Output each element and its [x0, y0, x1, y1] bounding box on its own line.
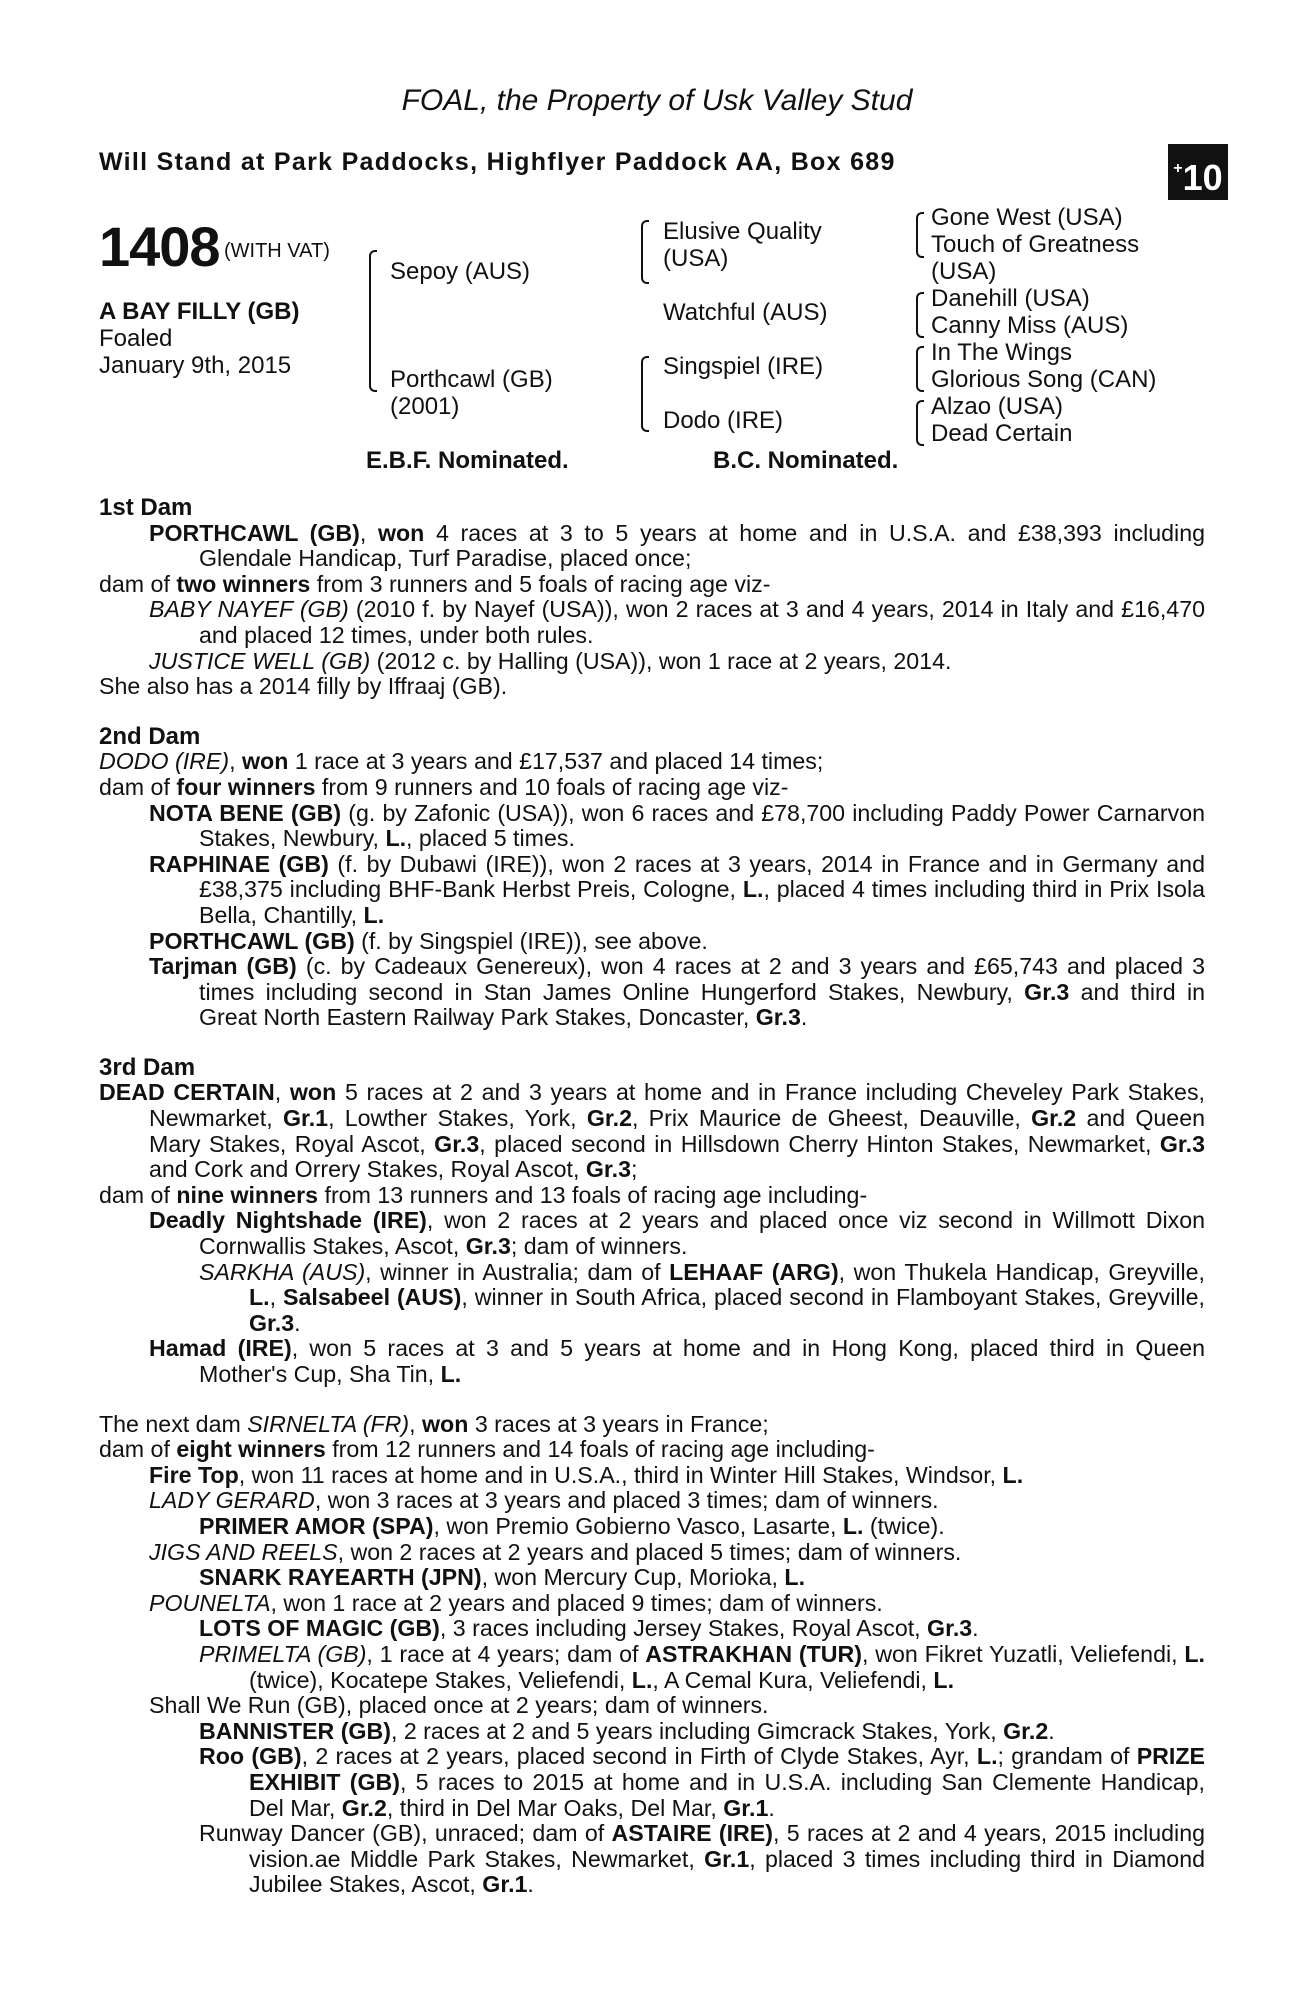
first-dam-note: She also has a 2014 filly by Iffraaj (GB).: [99, 673, 508, 700]
pedigree-ddd: Dead Certain: [931, 420, 1073, 447]
pedigree-sds: Danehill (USA): [931, 285, 1090, 312]
pedigree-brace-dd: [916, 400, 924, 446]
stand-location: Will Stand at Park Paddocks, Highflyer Paddock AA, Box 689: [99, 148, 896, 176]
foaled-label: Foaled: [99, 325, 173, 352]
pedigree-dss: In The Wings: [931, 339, 1072, 366]
pedigree-ssd-country: (USA): [931, 258, 997, 285]
pedigree-brace-ss: [916, 212, 924, 258]
next-dam-produce: dam of eight winners from 12 runners and 14 foals of racing age including-: [99, 1436, 875, 1463]
catalogue-body: [99, 495, 1205, 1898]
pedigree-dam-year: (2001): [390, 393, 460, 420]
ebf-nominated: E.B.F. Nominated.: [366, 447, 569, 474]
third-dam-record: DEAD CERTAIN, won 5 races at 2 and 3 years at home and in France including Cheveley Park Stakes, Newmarket, Gr.1, Lowther Stakes, York, Gr.2, Prix Maurice de Gheest, Deauville, Gr.2 and Queen Mary Stakes, Royal Ascot, Gr.3, placed second in Hillsdown Cherry Hinton Stakes, Newmarket, Gr.3 and Cork and Orrery Stakes, Royal Ascot, Gr.3;: [99, 1079, 1206, 1183]
pedigree-sire-dam: Watchful (AUS): [663, 299, 828, 326]
badge-plus: +: [1173, 160, 1183, 177]
list-item: Roo (GB), 2 races at 2 years, placed second in Firth of Clyde Stakes, Ayr, L.; grandam of PRIZE EXHIBIT (GB), 5 races to 2015 at home and in U.S.A. including San Clemente Handicap, Del Mar, Gr.2, third in Del Mar Oaks, Del Mar, Gr.1.: [199, 1743, 1206, 1821]
pedigree-dsd: Glorious Song (CAN): [931, 366, 1157, 393]
list-item: JUSTICE WELL (GB) (2012 c. by Halling (USA)), won 1 race at 2 years, 2014.: [149, 647, 952, 674]
pedigree-brace-main: [369, 250, 377, 392]
list-item: SARKHA (AUS), winner in Australia; dam of LEHAAF (ARG), won Thukela Handicap, Greyville, L., Salsabeel (AUS), winner in South Africa, placed second in Flamboyant Stakes, Greyville, Gr.3.: [199, 1258, 1205, 1336]
list-item: Deadly Nightshade (IRE), won 2 races at 2 years and placed once viz second in Willmott Dixon Cornwallis Stakes, Ascot, Gr.3; dam of winners.: [149, 1207, 1206, 1260]
pedigree-dds: Alzao (USA): [931, 393, 1064, 420]
list-item: JIGS AND REELS, won 2 races at 2 years and placed 5 times; dam of winners.: [149, 1538, 962, 1565]
next-dam-record: The next dam SIRNELTA (FR), won 3 races at 3 years in France;: [99, 1410, 769, 1437]
pedigree-sire: Sepoy (AUS): [390, 258, 531, 285]
list-item: Tarjman (GB) (c. by Cadeaux Genereux), won 4 races at 2 and 3 years and £65,743 and placed 3 times including second in Stan James Online Hungerford Stakes, Newbury, Gr.3 and third in Great North Eastern Railway Park Stakes, Doncaster, Gr.3.: [149, 953, 1205, 1031]
pedigree-dam-sire: Singspiel (IRE): [663, 353, 824, 380]
third-dam-heading: 3rd Dam: [99, 1053, 196, 1081]
pedigree-sire-sire-country: (USA): [663, 245, 729, 272]
lot-badge: [1168, 144, 1228, 200]
pedigree-sss: Gone West (USA): [931, 204, 1123, 231]
pedigree-brace-sd: [916, 292, 924, 338]
list-item: SNARK RAYEARTH (JPN), won Mercury Cup, Morioka, L.: [199, 1564, 806, 1591]
third-dam-produce: dam of nine winners from 13 runners and 13 foals of racing age including-: [99, 1181, 868, 1208]
list-item: LADY GERARD, won 3 races at 3 years and placed 3 times; dam of winners.: [149, 1487, 939, 1514]
first-dam-record: PORTHCAWL (GB), won 4 races at 3 to 5 years at home and in U.S.A. and £38,393 including Glendale Handicap, Turf Paradise, placed once;: [149, 519, 1205, 572]
list-item: BABY NAYEF (GB) (2010 f. by Nayef (USA)), won 2 races at 3 and 4 years, 2014 in Italy and £16,470 and placed 12 times, under both rules.: [149, 596, 1205, 648]
second-dam-produce: dam of four winners from 9 runners and 10 foals of racing age viz-: [99, 773, 789, 800]
pedigree-ssd: Touch of Greatness: [931, 231, 1140, 258]
pedigree-dam: Porthcawl (GB): [390, 366, 553, 393]
list-item: Runway Dancer (GB), unraced; dam of ASTAIRE (IRE), 5 races at 2 and 4 years, 2015 including vision.ae Middle Park Stakes, Newmarket, Gr.1, placed 3 times including third in Diamond Jubilee Stakes, Ascot, Gr.1.: [199, 1820, 1205, 1898]
list-item: LOTS OF MAGIC (GB), 3 races including Jersey Stakes, Royal Ascot, Gr.3.: [199, 1615, 979, 1642]
list-item: BANNISTER (GB), 2 races at 2 and 5 years including Gimcrack Stakes, York, Gr.2.: [199, 1717, 1055, 1744]
page-title: FOAL, the Property of Usk Valley Stud: [401, 84, 913, 117]
pedigree-sdd: Canny Miss (AUS): [931, 312, 1129, 339]
badge-number: 10: [1182, 157, 1223, 198]
list-item: Shall We Run (GB), placed once at 2 years; dam of winners.: [149, 1692, 769, 1719]
pedigree-dam-dam: Dodo (IRE): [663, 407, 784, 434]
lot-description: A BAY FILLY (GB): [99, 298, 300, 325]
first-dam-produce: dam of two winners from 3 runners and 5 foals of racing age viz-: [99, 570, 771, 597]
list-item: PORTHCAWL (GB) (f. by Singspiel (IRE)), see above.: [149, 927, 708, 954]
list-item: POUNELTA, won 1 race at 2 years and placed 9 times; dam of winners.: [149, 1589, 883, 1616]
first-dam-heading: 1st Dam: [99, 494, 193, 521]
list-item: RAPHINAE (GB) (f. by Dubawi (IRE)), won 2 races at 3 years, 2014 in France and in Germany and £38,375 including BHF-Bank Herbst Preis, Cologne, L., placed 4 times including third in Prix Isola Bella, Chantilly, L.: [149, 850, 1205, 928]
pedigree-brace-dam: [641, 356, 649, 432]
pedigree-sire-sire: Elusive Quality: [663, 218, 822, 245]
bc-nominated: B.C. Nominated.: [713, 447, 899, 474]
list-item: Fire Top, won 11 races at home and in U.S.A., third in Winter Hill Stakes, Windsor, L.: [149, 1461, 1024, 1488]
second-dam-record: DODO (IRE), won 1 race at 3 years and £17,537 and placed 14 times;: [99, 748, 824, 775]
foaled-date: January 9th, 2015: [99, 352, 292, 379]
pedigree-brace-ds: [916, 346, 924, 392]
list-item: NOTA BENE (GB) (g. by Zafonic (USA)), won 6 races and £78,700 including Paddy Power Carnarvon Stakes, Newbury, L., placed 5 times.: [149, 799, 1205, 852]
list-item: Hamad (IRE), won 5 races at 3 and 5 years at home and in Hong Kong, placed third in Queen Mother's Cup, Sha Tin, L.: [149, 1335, 1206, 1387]
lot-vat: (WITH VAT): [224, 240, 330, 262]
second-dam-heading: 2nd Dam: [99, 722, 201, 750]
lot-number: 1408: [99, 215, 220, 278]
list-item: PRIMELTA (GB), 1 race at 4 years; dam of ASTRAKHAN (TUR), won Fikret Yuzatli, Veliefendi, L. (twice), Kocatepe Stakes, Veliefendi, L., A Cemal Kura, Veliefendi, L.: [199, 1640, 1205, 1693]
list-item: PRIMER AMOR (SPA), won Premio Gobierno Vasco, Lasarte, L. (twice).: [199, 1512, 945, 1539]
pedigree-brace-sire: [641, 220, 649, 284]
